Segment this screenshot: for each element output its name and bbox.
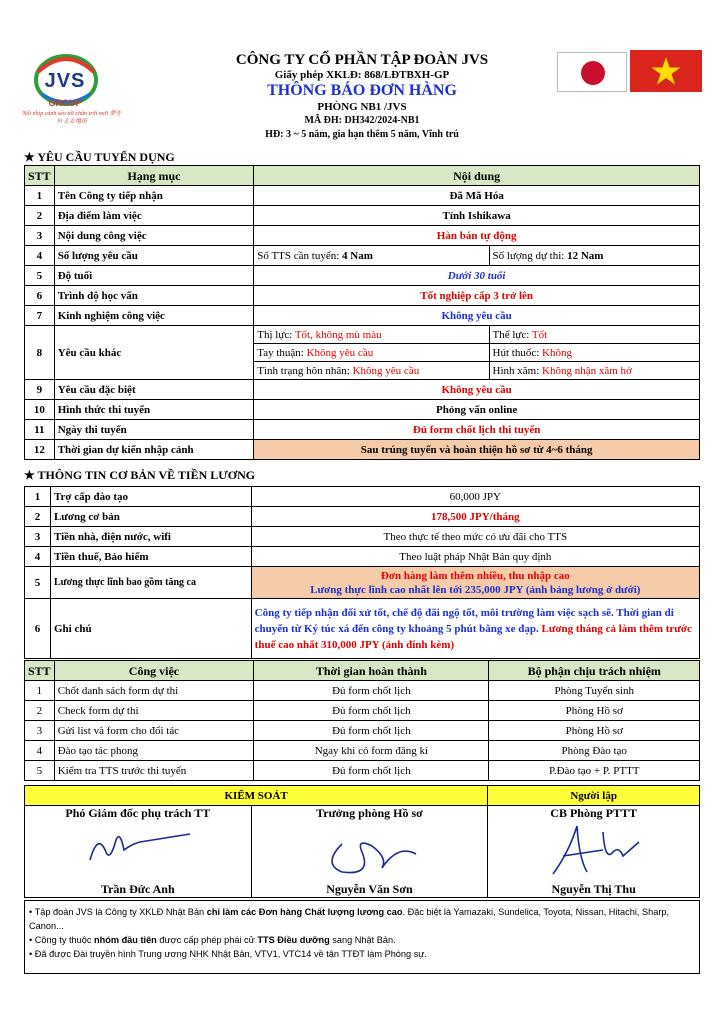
row-number: 2 [25, 206, 55, 226]
row-value: Không yêu cầu [254, 380, 700, 400]
row-dept: Phòng Tuyển sinh [489, 681, 700, 701]
row-label: Thời gian dự kiến nhập cảnh [54, 440, 254, 460]
row-label: Ngày thi tuyển [54, 420, 254, 440]
note-line: • Công ty thuộc nhóm đầu tiên được cấp phép phái cử TTS Điều dưỡng sang Nhật Bản. [29, 935, 396, 945]
row-value: Đủ form chốt lịch thi tuyển [254, 420, 700, 440]
row-number: 1 [25, 186, 55, 206]
table-row [25, 400, 700, 420]
signature-icon [543, 822, 653, 882]
header-task: Công việc [54, 661, 254, 681]
row-number: 7 [25, 306, 55, 326]
header-stt: STT [25, 661, 55, 681]
candidates-needed: Số TTS cần tuyển: 4 Nam [254, 246, 489, 266]
row-value: Tỉnh Ishikawa [254, 206, 700, 226]
logo-slogan: Nối nhịp cảnh séo tới chân trời mới 夢を叶える場所 [22, 111, 122, 125]
table-row [25, 266, 700, 286]
approval-table [24, 785, 700, 898]
row-number: 1 [25, 681, 55, 701]
row-label: Hình thức thi tuyển [54, 400, 254, 420]
signature-cell [25, 806, 252, 898]
row-number: 12 [25, 440, 55, 460]
row-time: Đủ form chốt lịch [254, 701, 489, 721]
row-number: 6 [25, 599, 51, 659]
contract-term: HĐ: 3 ~ 5 năm, gia hạn thêm 5 năm, Vĩnh trú [265, 129, 459, 140]
row-label: Yêu cầu đặc biệt [54, 380, 254, 400]
sub-cell: Tay thuận: Không yêu cầu [254, 344, 489, 362]
row-dept: Phòng Đào tạo [489, 741, 700, 761]
signer-name: Trần Đức Anh [100, 882, 175, 896]
company-logo [30, 56, 100, 110]
table-row [25, 527, 700, 547]
row-time: Ngay khi có form đăng kí [254, 741, 489, 761]
department: PHÒNG NB1 /JVS [317, 101, 407, 113]
document-title: THÔNG BÁO ĐƠN HÀNG [267, 82, 457, 99]
logo-text: JVS [44, 70, 86, 92]
row-task: Kiểm tra TTS trước thi tuyển [54, 761, 254, 781]
logo-group: GROUP [48, 98, 82, 108]
signature-icon [80, 822, 200, 872]
candidates-exam: Số lượng dự thi: 12 Nam [489, 246, 699, 266]
row-label: Trình độ học vấn [54, 286, 254, 306]
row-label: Địa điểm làm việc [54, 206, 254, 226]
note-line: • Đã được Đài truyền hình Trung ương NHK Nhật Bản, VTV1, VTC14 về tận TTĐT làm Phóng sự. [29, 949, 427, 959]
row-value: Sau trúng tuyển và hoàn thiện hồ sơ từ 4~6 tháng [254, 440, 700, 460]
row-value: Dưới 30 tuổi [254, 266, 700, 286]
vietnam-flag-icon [630, 50, 702, 92]
row-value: Đã Mã Hóa [254, 186, 700, 206]
header-item: Hạng mục [54, 166, 254, 186]
row-number: 4 [25, 246, 55, 266]
row-value: 178,500 JPY/tháng [251, 507, 699, 527]
table-row [25, 246, 700, 266]
row-number: 4 [25, 547, 51, 567]
sub-cell: Hút thuốc: Không [489, 344, 699, 362]
header-time: Thời gian hoàn thành [254, 661, 489, 681]
row-number: 5 [25, 567, 51, 599]
table-row [25, 440, 700, 460]
table-row [25, 226, 700, 246]
row-task: Gửi list và form cho đối tác [54, 721, 254, 741]
table-row [25, 326, 700, 344]
table-row [25, 721, 700, 741]
task-table [24, 660, 700, 781]
approval-header-row [25, 786, 700, 806]
table-row [25, 567, 700, 599]
approval-body-row [25, 806, 700, 898]
row-value: Không yêu cầu [254, 306, 700, 326]
table-row [25, 701, 700, 721]
row-number: 3 [25, 721, 55, 741]
row-number: 4 [25, 741, 55, 761]
row-time: Đủ form chốt lịch [254, 681, 489, 701]
section-recruitment-title: ★ YÊU CẦU TUYỂN DỤNG [24, 150, 175, 164]
section-salary-title: ★ THÔNG TIN CƠ BẢN VỀ TIỀN LƯƠNG [24, 468, 256, 482]
table-row [25, 186, 700, 206]
table-row [25, 547, 700, 567]
row-number: 2 [25, 701, 55, 721]
table-row [25, 286, 700, 306]
row-value: Đơn hàng làm thêm nhiều, thu nhập cao Lương thực lĩnh cao nhất lên tới 235,000 JPY (ảnh bảng lương ở dưới) [251, 567, 699, 599]
role-title: Trưởng phòng Hồ sơ [316, 806, 423, 820]
table-header-row [25, 166, 700, 186]
row-label: Kinh nghiệm công việc [54, 306, 254, 326]
preparer-label: Người lập [488, 786, 700, 806]
table-row [25, 681, 700, 701]
row-label: Độ tuổi [54, 266, 254, 286]
row-value: 60,000 JPY [251, 487, 699, 507]
table-row [25, 206, 700, 226]
row-value: Công ty tiếp nhận đối xử tốt, chế độ đãi ngộ tốt, môi trường làm việc sạch sẽ. Thời gian di chuyển từ Ký túc xá đến công ty khoảng 5 phút bằng xe đạp. Lương tháng cả làm thêm trước thuế cao nhất 310,000 JPY (ảnh đính kèm) [251, 599, 699, 659]
company-name: CÔNG TY CỔ PHẦN TẬP ĐOÀN JVS [235, 52, 489, 68]
header-dept: Bộ phận chịu trách nhiệm [489, 661, 700, 681]
row-label: Nội dung công việc [54, 226, 254, 246]
sub-cell: Thị lực: Tốt, không mù màu [254, 326, 489, 344]
row-value: Phỏng vấn online [254, 400, 700, 420]
header-stt: STT [25, 166, 55, 186]
row-label: Lương thực lĩnh bao gồm tăng ca [50, 567, 251, 599]
signature-cell [251, 806, 488, 898]
signature-cell [488, 806, 700, 898]
row-label: Tiền nhà, điện nước, wifi [50, 527, 251, 547]
row-time: Đủ form chốt lịch [254, 721, 489, 741]
role-title: CB Phòng PTTT [550, 806, 637, 820]
row-number: 10 [25, 400, 55, 420]
row-number: 3 [25, 527, 51, 547]
header-content: Nội dung [254, 166, 700, 186]
row-task: Chốt danh sách form dự thi [54, 681, 254, 701]
row-dept: P.Đào tạo + P. PTTT [489, 761, 700, 781]
table-row [25, 507, 700, 527]
row-number: 6 [25, 286, 55, 306]
table-row [25, 306, 700, 326]
row-label: Tên Công ty tiếp nhận [54, 186, 254, 206]
row-dept: Phòng Hồ sơ [489, 721, 700, 741]
row-number: 8 [25, 326, 55, 380]
header-center [180, 52, 544, 142]
role-title: Phó Giám đốc phụ trách TT [65, 806, 211, 820]
order-code: MÃ ĐH: DH342/2024-NB1 [304, 115, 420, 126]
row-number: 5 [25, 266, 55, 286]
table-row [25, 761, 700, 781]
document-header [0, 0, 724, 150]
control-label: KIỂM SOÁT [25, 786, 488, 806]
row-number: 3 [25, 226, 55, 246]
row-number: 9 [25, 380, 55, 400]
sub-cell: Hình xăm: Không nhận xăm hở [489, 362, 699, 380]
sub-cell: Thể lực: Tốt [489, 326, 699, 344]
row-number: 5 [25, 761, 55, 781]
signer-name: Nguyễn Văn Sơn [326, 882, 413, 896]
signer-name: Nguyễn Thị Thu [551, 882, 636, 896]
table-row [25, 487, 700, 507]
license-number: Giấy phép XKLĐ: 868/LĐTBXH-GP [274, 69, 450, 81]
row-value: Hàn bán tự động [254, 226, 700, 246]
signature-icon [312, 824, 432, 880]
company-notes [24, 900, 700, 974]
row-task: Đào tạo tác phong [54, 741, 254, 761]
row-number: 1 [25, 487, 51, 507]
row-value: Theo thực tế theo mức có ưu đãi cho TTS [251, 527, 699, 547]
row-label: Ghi chú [50, 599, 251, 659]
table-row [25, 741, 700, 761]
row-task: Check form dự thi [54, 701, 254, 721]
row-number: 2 [25, 507, 51, 527]
note-line: • Tập đoàn JVS là Công ty XKLĐ Nhật Bản chỉ làm các Đơn hàng Chất lượng lương cao. Đặc biệt là Yamazaki, Sundelica, Toyota, Nissan, Hitachi, Sharp, Canon... [29, 907, 670, 931]
row-label: Trợ cấp đào tạo [50, 487, 251, 507]
table-row [25, 420, 700, 440]
row-value: Theo luật pháp Nhật Bản quy định [251, 547, 699, 567]
row-dept: Phòng Hồ sơ [489, 701, 700, 721]
row-time: Đủ form chốt lịch [254, 761, 489, 781]
row-label: Tiền thuế, Bảo hiểm [50, 547, 251, 567]
row-number: 11 [25, 420, 55, 440]
salary-table [24, 486, 700, 659]
row-value: Tốt nghiệp cấp 3 trở lên [254, 286, 700, 306]
table-header-row [25, 661, 700, 681]
table-row [25, 380, 700, 400]
table-row [25, 599, 700, 659]
recruitment-table [24, 165, 700, 460]
row-label: Yêu cầu khác [54, 326, 254, 380]
row-label: Số lượng yêu cầu [54, 246, 254, 266]
row-label: Lương cơ bản [50, 507, 251, 527]
japan-flag-icon [557, 52, 627, 92]
sub-cell: Tình trạng hôn nhân: Không yêu cầu [254, 362, 489, 380]
